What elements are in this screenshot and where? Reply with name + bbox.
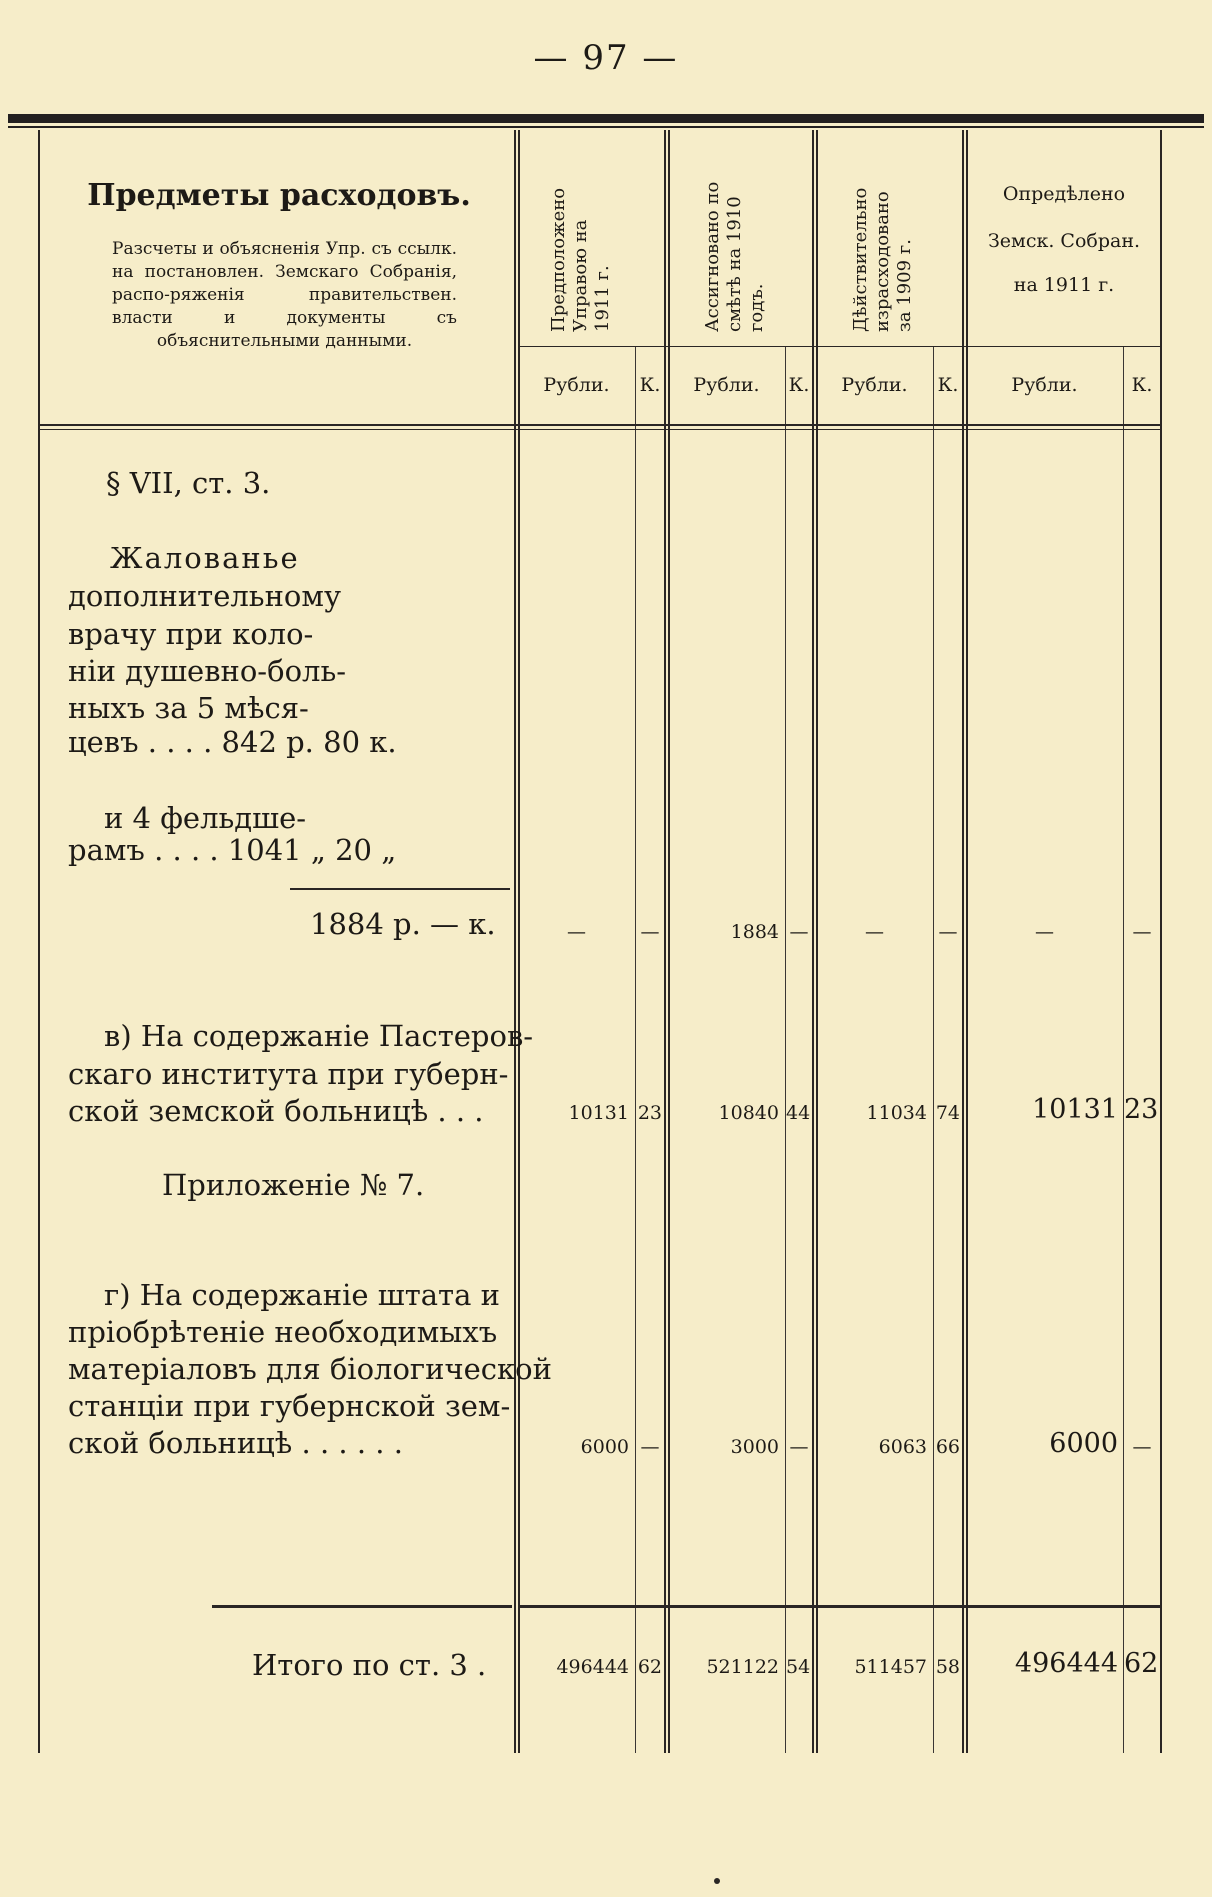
total-rule (518, 1605, 1160, 1608)
sum-rule (290, 888, 510, 890)
col-divider (514, 130, 516, 1753)
cell: 521122 (706, 1656, 779, 1678)
cell: 3000 (730, 1436, 779, 1458)
cell: — (1035, 921, 1054, 943)
unit-kop: К. (639, 374, 661, 396)
unit-kop: К. (937, 374, 959, 396)
v-line: в) На содержаніе Пастеров- (104, 1019, 534, 1053)
cell: 44 (786, 1102, 811, 1124)
kop-divider (933, 346, 934, 1753)
cell: 74 (935, 1102, 960, 1124)
cell: — (567, 921, 586, 943)
page-number: — 97 — (533, 38, 679, 78)
cell: 54 (786, 1656, 811, 1678)
salary-line: ныхъ за 5 мѣся- (68, 691, 309, 725)
header-subtitle: Разсчеты и объясненія Упр. съ ссылк. на постановлен. Земскаго Собранія, распо-ряженія правительствен. власти и документы съ объяснительными данными. (112, 239, 457, 351)
unit-rubles: Рубли. (693, 374, 760, 396)
appendix-label: Приложеніе № 7. (162, 1168, 425, 1202)
cell: 6000 (580, 1436, 629, 1458)
page-dot (714, 1878, 720, 1884)
unit-rubles: Рубли. (543, 374, 610, 396)
col-divider (962, 130, 964, 1753)
table-right-border (1160, 130, 1162, 1753)
col-divider (812, 130, 814, 1753)
salary-line: дополнительному (68, 579, 342, 613)
cell: — (640, 921, 660, 943)
kop-divider (635, 346, 636, 1753)
cell: 23 (1124, 1094, 1159, 1125)
top-rule (8, 114, 1204, 123)
v-line: скаго института при губерн- (68, 1057, 509, 1091)
cell: 10131 (568, 1102, 629, 1124)
unit-kop: К. (788, 374, 810, 396)
table-left-border (38, 130, 40, 1753)
section-title: § VII, ст. 3. (106, 466, 271, 500)
col-header-decided-l2: Земск. Собран. (987, 230, 1141, 252)
feldsher-line: и 4 фельдше- (104, 801, 307, 835)
cell: — (789, 1436, 809, 1458)
cell: 10840 (718, 1102, 779, 1124)
g-line: пріобрѣтеніе необходимыхъ (68, 1315, 498, 1349)
kop-divider (785, 346, 786, 1753)
salary-line: врачу при коло- (68, 617, 314, 651)
cell: 496444 (1014, 1648, 1118, 1679)
header-bottom-rule-thin (40, 429, 1160, 430)
top-rule-thin (8, 126, 1204, 128)
col-divider (664, 130, 666, 1753)
salary-line: Жалованье (110, 541, 300, 575)
total-label: Итого по ст. 3 . (252, 1648, 487, 1682)
cell: 511457 (854, 1656, 927, 1678)
cell: 496444 (556, 1656, 629, 1678)
cell: 11034 (866, 1102, 927, 1124)
col-header-assigned: Ассигновано по смѣтѣ на 1910 годъ. (702, 181, 767, 332)
unit-rubles: Рубли. (841, 374, 908, 396)
g-line: ской больницѣ . . . . . . (68, 1426, 403, 1460)
unit-kop: К. (1131, 374, 1153, 396)
sum-line: 1884 р. — к. (310, 907, 496, 941)
feldsher-total-line: рамъ . . . . 1041 „ 20 „ (68, 833, 397, 867)
cell: — (938, 921, 958, 943)
salary-total-line: цевъ . . . . 842 р. 80 к. (68, 725, 397, 759)
cell: 23 (637, 1102, 662, 1124)
total-rule (212, 1605, 512, 1608)
col-header-decided-l1: Опредѣлено (1002, 183, 1126, 205)
cell: 66 (935, 1436, 960, 1458)
salary-line: ніи душевно-боль- (68, 654, 347, 688)
header-unit-rule (518, 346, 1160, 347)
cell: — (640, 1436, 660, 1458)
g-line: станціи при губернской зем- (68, 1389, 511, 1423)
kop-divider (1123, 346, 1124, 1753)
cell: 1884 (730, 921, 779, 943)
unit-rubles: Рубли. (1011, 374, 1078, 396)
g-line: г) На содержаніе штата и (104, 1278, 500, 1312)
cell: 62 (637, 1656, 662, 1678)
v-line: ской земской больницѣ . . . (68, 1094, 484, 1128)
g-line: матеріаловъ для біологической (68, 1352, 552, 1386)
cell: — (1132, 921, 1152, 943)
col-header-spent: Дѣйствительно израсходовано за 1909 г. (850, 187, 915, 332)
header-title: Предметы расходовъ. (87, 178, 471, 213)
cell: 58 (935, 1656, 960, 1678)
cell: — (865, 921, 884, 943)
cell: 62 (1124, 1648, 1159, 1679)
col-header-proposed: Предположено Управою на 1911 г. (548, 187, 613, 332)
cell: 10131 (1032, 1094, 1118, 1125)
cell: 6000 (1049, 1428, 1118, 1459)
header-bottom-rule (40, 424, 1160, 426)
cell: — (1132, 1436, 1152, 1458)
cell: — (789, 921, 809, 943)
col-header-decided-l3: на 1911 г. (1013, 274, 1115, 296)
cell: 6063 (878, 1436, 927, 1458)
